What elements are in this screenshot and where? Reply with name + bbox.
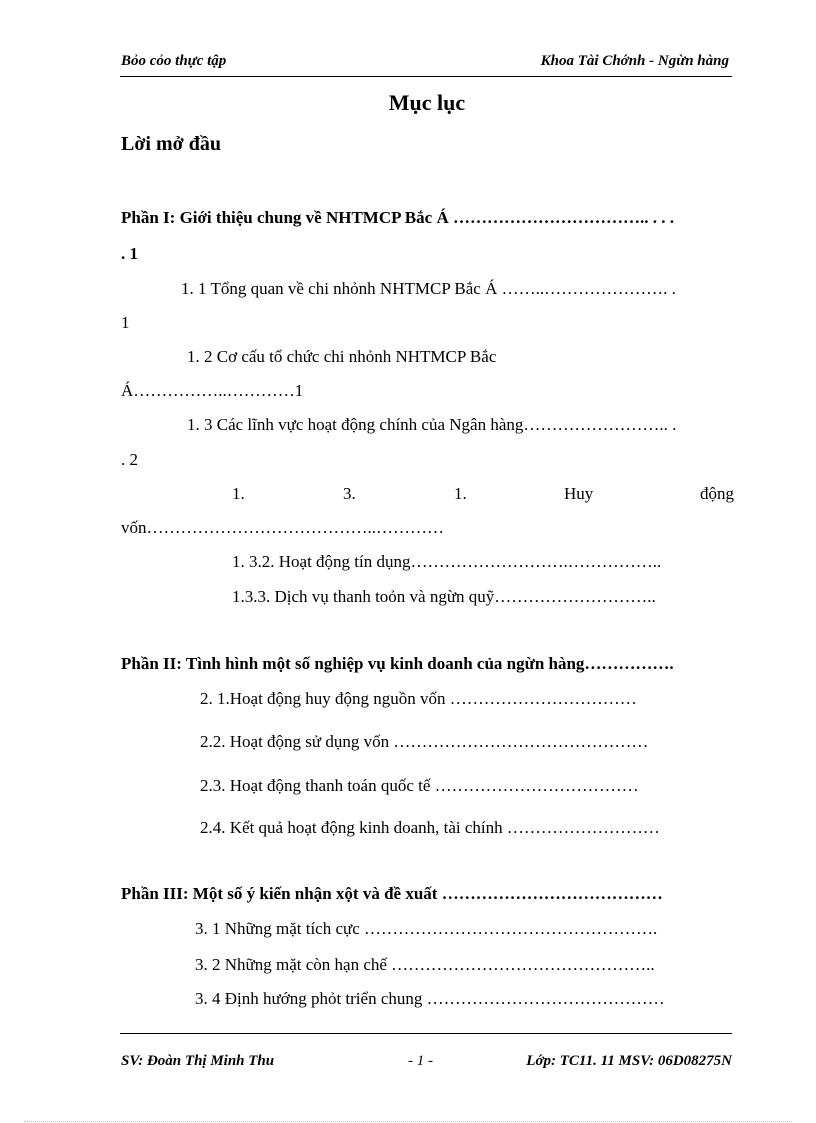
toc-part3-title: Phần III: Một số ý kiến nhận xột và đề xuất ………………………………… — [121, 884, 663, 903]
toc-item-1-3-1-word: 3. — [343, 484, 356, 503]
toc-item-1-3-1-word: động — [700, 484, 734, 503]
toc-item-3-4: 3. 4 Định hướng phỏt triển chung …………………………………… — [195, 989, 665, 1008]
toc-item-1-3-2: 1. 3.2. Hoạt động tín dụng……………………….…………….. — [232, 552, 662, 571]
toc-item-2-4: 2.4. Kết quả hoạt động kinh doanh, tài chính ……………………… — [200, 818, 660, 837]
footer-rule — [120, 1033, 732, 1034]
toc-item-2-2: 2.2. Hoạt động sử dụng vốn ……………………………………… — [200, 732, 649, 751]
toc-item-1-3-3: 1.3.3. Dịch vụ thanh toỏn và ngừn quỹ……………………….. — [232, 587, 656, 606]
toc-part1-page: . 1 — [121, 244, 138, 263]
footer-class-info: Lớp: TC11. 11 MSV: 06D08275N — [526, 1053, 732, 1069]
toc-item-2-1: 2. 1.Hoạt động huy động nguồn vốn …………………………… — [200, 689, 637, 708]
toc-item-1-2-cont: Á……………..…………1 — [121, 381, 304, 400]
toc-part1-title: Phần I: Giới thiệu chung về NHTMCP Bắc Á …………………………….. . . . — [121, 208, 674, 227]
toc-item-3-1: 3. 1 Những mặt tích cực ……………………………………………. — [195, 919, 658, 938]
page-bottom-edge — [24, 1121, 792, 1122]
toc-item-1-3-page: . 2 — [121, 450, 138, 469]
footer-page-number: - 1 - — [408, 1053, 433, 1069]
page-title: Mục lục — [388, 90, 466, 115]
footer-student: SV: Đoàn Thị Minh Thu — [121, 1053, 275, 1069]
toc-item-1-3-1-word: Huy — [564, 484, 594, 503]
toc-item-1-2: 1. 2 Cơ cấu tổ chức chi nhỏnh NHTMCP Bắc — [187, 347, 497, 366]
toc-item-1-3-1-word: 1. — [232, 484, 245, 503]
intro-heading: Lời mở đầu — [121, 133, 221, 155]
header-left-text: Bỏo cỏo thực tập — [121, 53, 227, 69]
toc-part2-title: Phần II: Tình hình một số nghiệp vụ kinh doanh của ngừn hàng……………. — [121, 654, 674, 673]
header-right-text: Khoa Tài Chớnh - Ngừn hàng — [540, 53, 729, 69]
header-rule — [120, 76, 732, 77]
toc-item-3-2: 3. 2 Những mặt còn hạn chế ……………………………………….. — [195, 955, 655, 974]
toc-item-1-3-1-word: 1. — [454, 484, 467, 503]
toc-item-2-3: 2.3. Hoạt động thanh toán quốc tế ……………………………… — [200, 776, 639, 795]
toc-item-1-1: 1. 1 Tổng quan về chi nhỏnh NHTMCP Bắc Á ……..…………………. . — [181, 279, 676, 298]
toc-item-1-3: 1. 3 Các lĩnh vực hoạt động chính của Ngân hàng…………………….. . — [187, 415, 677, 434]
toc-item-1-1-page: 1 — [121, 313, 130, 332]
toc-item-1-3-1-cont: vốn…………………………………..………… — [121, 518, 444, 537]
